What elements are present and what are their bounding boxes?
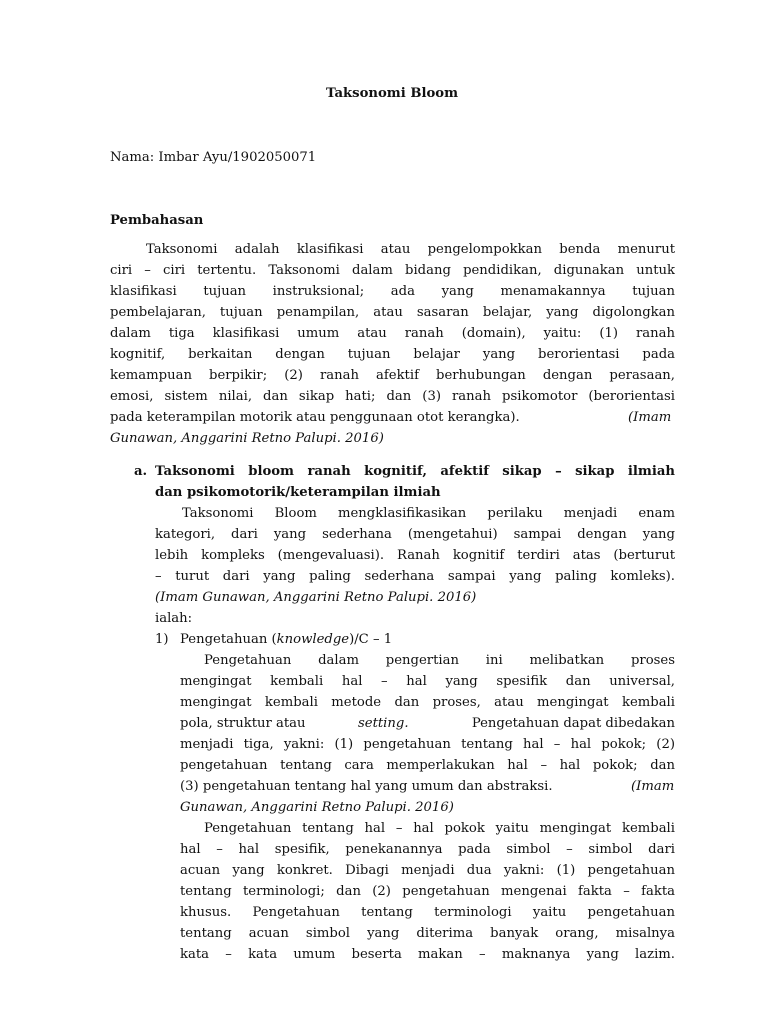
citation-text: (Imam — [631, 779, 675, 794]
sub-item-label-italic: knowledge — [276, 632, 350, 647]
paragraph-line: acuan yang konkret. Dibagi menjadi dua yakni: (1) pengetahuan — [180, 863, 675, 878]
italic-term: setting. — [358, 716, 409, 731]
paragraph-line: pembelajaran, tujuan penampilan, atau sasaran belajar, yang digolongkan — [110, 305, 675, 320]
paragraph-line: klasifikasi tujuan instruksional; ada yang menamakannya tujuan — [110, 284, 675, 299]
paragraph-line: (3) pengetahuan tentang hal yang umum dan abstraksi. — [180, 779, 553, 794]
sub-list-marker: 1) — [155, 632, 169, 647]
paragraph-line: tentang terminologi; dan (2) pengetahuan mengenai fakta – fakta — [180, 884, 675, 899]
paragraph-line: kata – kata umum beserta makan – maknanya yang lazim. — [180, 947, 675, 962]
citation-text: (Imam — [628, 410, 672, 425]
paragraph-line: – turut dari yang paling sederhana sampai yang paling komleks). — [155, 569, 675, 584]
paragraph-line: Taksonomi adalah klasifikasi atau pengelompokkan benda menurut — [146, 242, 675, 257]
paragraph-line: menjadi tiga, yakni: (1) pengetahuan tentang hal – hal pokok; (2) — [180, 737, 675, 752]
paragraph-line: Pengetahuan dalam pengertian ini melibatkan proses — [204, 653, 675, 668]
author-name-line: Nama: Imbar Ayu/1902050071 — [110, 150, 317, 165]
paragraph-line: dalam tiga klasifikasi umum atau ranah (domain), yaitu: (1) ranah — [110, 326, 675, 341]
paragraph-line: ciri – ciri tertentu. Taksonomi dalam bidang pendidikan, digunakan untuk — [110, 263, 675, 278]
paragraph-line: lebih kompleks (mengevaluasi). Ranah kognitif terdiri atas (berturut — [155, 548, 675, 563]
citation-text: Gunawan, Anggarini Retno Palupi. 2016) — [180, 800, 454, 815]
document-title: Taksonomi Bloom — [325, 86, 459, 101]
paragraph-line: pola, struktur atau — [180, 716, 306, 731]
paragraph-line: emosi, sistem nilai, dan sikap hati; dan (3) ranah psikomotor (berorientasi — [110, 389, 675, 404]
sub-item-label-pre: Pengetahuan ( — [180, 632, 277, 647]
paragraph-line: khusus. Pengetahuan tentang terminologi yaitu pengetahuan — [180, 905, 675, 920]
paragraph-line: Pengetahuan tentang hal – hal pokok yaitu mengingat kembali — [204, 821, 675, 836]
section-heading: Pembahasan — [110, 213, 204, 228]
paragraph-line: Taksonomi Bloom mengklasifikasikan perilaku menjadi enam — [182, 506, 675, 521]
paragraph-line: kognitif, berkaitan dengan tujuan belajar yang berorientasi pada — [110, 347, 675, 362]
paragraph-line: mengingat kembali metode dan proses, atau mengingat kembali — [180, 695, 675, 710]
item-heading: dan psikomotorik/keterampilan ilmiah — [155, 485, 441, 500]
paragraph-line: kemampuan berpikir; (2) ranah afektif berhubungan dengan perasaan, — [110, 368, 675, 383]
list-marker: a. — [134, 464, 148, 479]
paragraph-line: pada keterampilan motorik atau penggunaan otot kerangka). — [110, 410, 520, 425]
paragraph-line: tentang acuan simbol yang diterima banyak orang, misalnya — [180, 926, 675, 941]
paragraph-line: ialah: — [155, 611, 193, 626]
item-heading: Taksonomi bloom ranah kognitif, afektif sikap – sikap ilmiah — [155, 464, 675, 479]
paragraph-line: hal – hal spesifik, penekanannya pada simbol – simbol dari — [180, 842, 675, 857]
paragraph-line: mengingat kembali hal – hal yang spesifik dan universal, — [180, 674, 675, 689]
sub-item-label — [180, 630, 392, 650]
citation-text: (Imam Gunawan, Anggarini Retno Palupi. 2016) — [155, 590, 477, 605]
sub-item-label-post: )/C – 1 — [349, 632, 393, 647]
paragraph-line: kategori, dari yang sederhana (mengetahui) sampai dengan yang — [155, 527, 675, 542]
citation-text: Gunawan, Anggarini Retno Palupi. 2016) — [110, 431, 384, 446]
paragraph-line: pengetahuan tentang cara memperlakukan hal – hal pokok; dan — [180, 758, 675, 773]
paragraph-line: Pengetahuan dapat dibedakan — [471, 716, 675, 731]
